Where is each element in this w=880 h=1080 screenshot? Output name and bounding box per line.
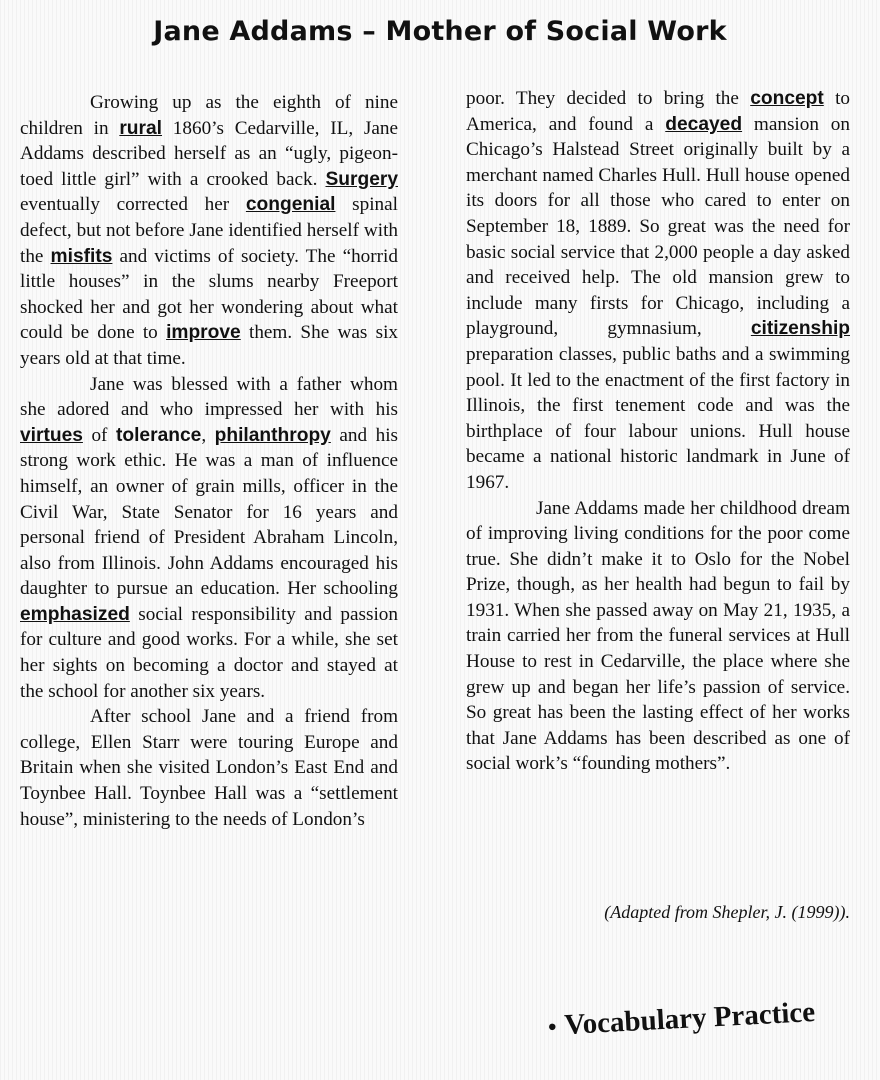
paragraph-childhood	[20, 90, 398, 372]
body-text: preparation classes, public baths and a swimming pool. It led to the enactment of the first factory in Illinois, the first tenement code and was the birthplace of four labour unions. Hull house became a national historic landmark in June of 1967.	[466, 343, 850, 493]
paragraph-father	[20, 372, 398, 705]
vocab-word-rural: rural	[119, 117, 163, 139]
body-text: Jane was blessed with a father whom she adored and who impressed her with his	[20, 373, 398, 421]
body-text: and his strong work ethic. He was a man of influence himself, an owner of grain mills, officer in the Civil War, State Senator for 16 years and personal friend of President Abraham Lincoln, also from Illinois. John Addams encouraged his daughter to pursue an education. Her schooling	[20, 424, 399, 600]
body-text: to America, and found a	[466, 88, 850, 135]
body-text: eventually corrected her	[20, 194, 246, 216]
vocab-word-virtues: virtues	[20, 424, 83, 446]
body-text: spinal defect, but not before Jane identified herself with the	[20, 194, 398, 267]
emphasis-tolerance: tolerance	[115, 424, 202, 446]
bullet-icon: •	[547, 1014, 558, 1041]
paragraph-hull-house	[466, 86, 850, 496]
body-text: Growing up as the eighth of nine children in	[20, 92, 398, 139]
vocab-word-philanthropy: philanthropy	[214, 424, 331, 446]
vocab-word-emphasized: emphasized	[20, 603, 130, 625]
body-text: Jane Addams made her childhood dream of improving living conditions for the poor come true. She didn’t make it to Oslo for the Nobel Prize, though, as her health had begun to fail by 1931. When she passed away on May 21, 1935, a train carried her from the funeral services at Hull House to rest in Cedarville, the place where she grew up and began her life’s passion of service. So great has been the lasting effect of her works that Jane Addams has been described as one of social work’s “founding mothers”.	[466, 497, 850, 775]
right-column	[466, 86, 850, 777]
vocab-word-citizenship: citizenship	[750, 318, 850, 340]
body-text: social responsibility and passion for culture and good works. For a while, she set her sights on becoming a doctor and stayed at the school for another six years.	[20, 603, 398, 702]
body-text: After school Jane and a friend from college, Ellen Starr were touring Europe and Britain when she visited London’s East End and Toynbee Hall. Toynbee Hall was a “settlement house”, ministering to the needs of London’s	[20, 706, 398, 830]
body-text: mansion on Chicago’s Halstead Street originally built by a merchant named Charles Hull. Hull house opened its doors for all those who cared to enter on September 18, 1889. So great was the need for basic social service that 2,000 people a day asked and received help. The old mansion grew to include many firsts for Chicago, including a playground, gymnasium,	[466, 113, 850, 340]
vocab-word-decayed: decayed	[665, 113, 743, 135]
paragraph-legacy	[466, 496, 850, 778]
body-text: of	[82, 424, 116, 446]
page-title: Jane Addams – Mother of Social Work	[153, 16, 727, 47]
citation: (Adapted from Shepler, J. (1999)).	[604, 902, 850, 922]
vocabulary-practice-heading	[547, 996, 816, 1043]
vocabulary-practice-label: Vocabulary Practice	[563, 996, 816, 1042]
vocab-word-surgery: Surgery	[325, 168, 398, 190]
paragraph-travels	[20, 704, 398, 832]
vocab-word-misfits: misfits	[50, 245, 113, 267]
vocab-word-concept: concept	[750, 88, 824, 109]
body-text: ,	[201, 424, 215, 446]
body-text: 1860’s Cedarville, IL, Jane Addams described herself as an “ugly, pigeon-toed little girl” with a crooked back.	[20, 117, 398, 190]
body-text: and victims of society. The “horrid little houses” in the slums nearby Freeport shocked her and got her wondering about what could be done to	[20, 245, 398, 344]
body-text: them. She was six years old at that time.	[20, 322, 398, 369]
vocab-word-congenial: congenial	[245, 194, 336, 216]
left-column	[20, 90, 398, 832]
vocab-word-improve: improve	[166, 322, 241, 344]
body-text: poor. They decided to bring the	[466, 88, 751, 109]
